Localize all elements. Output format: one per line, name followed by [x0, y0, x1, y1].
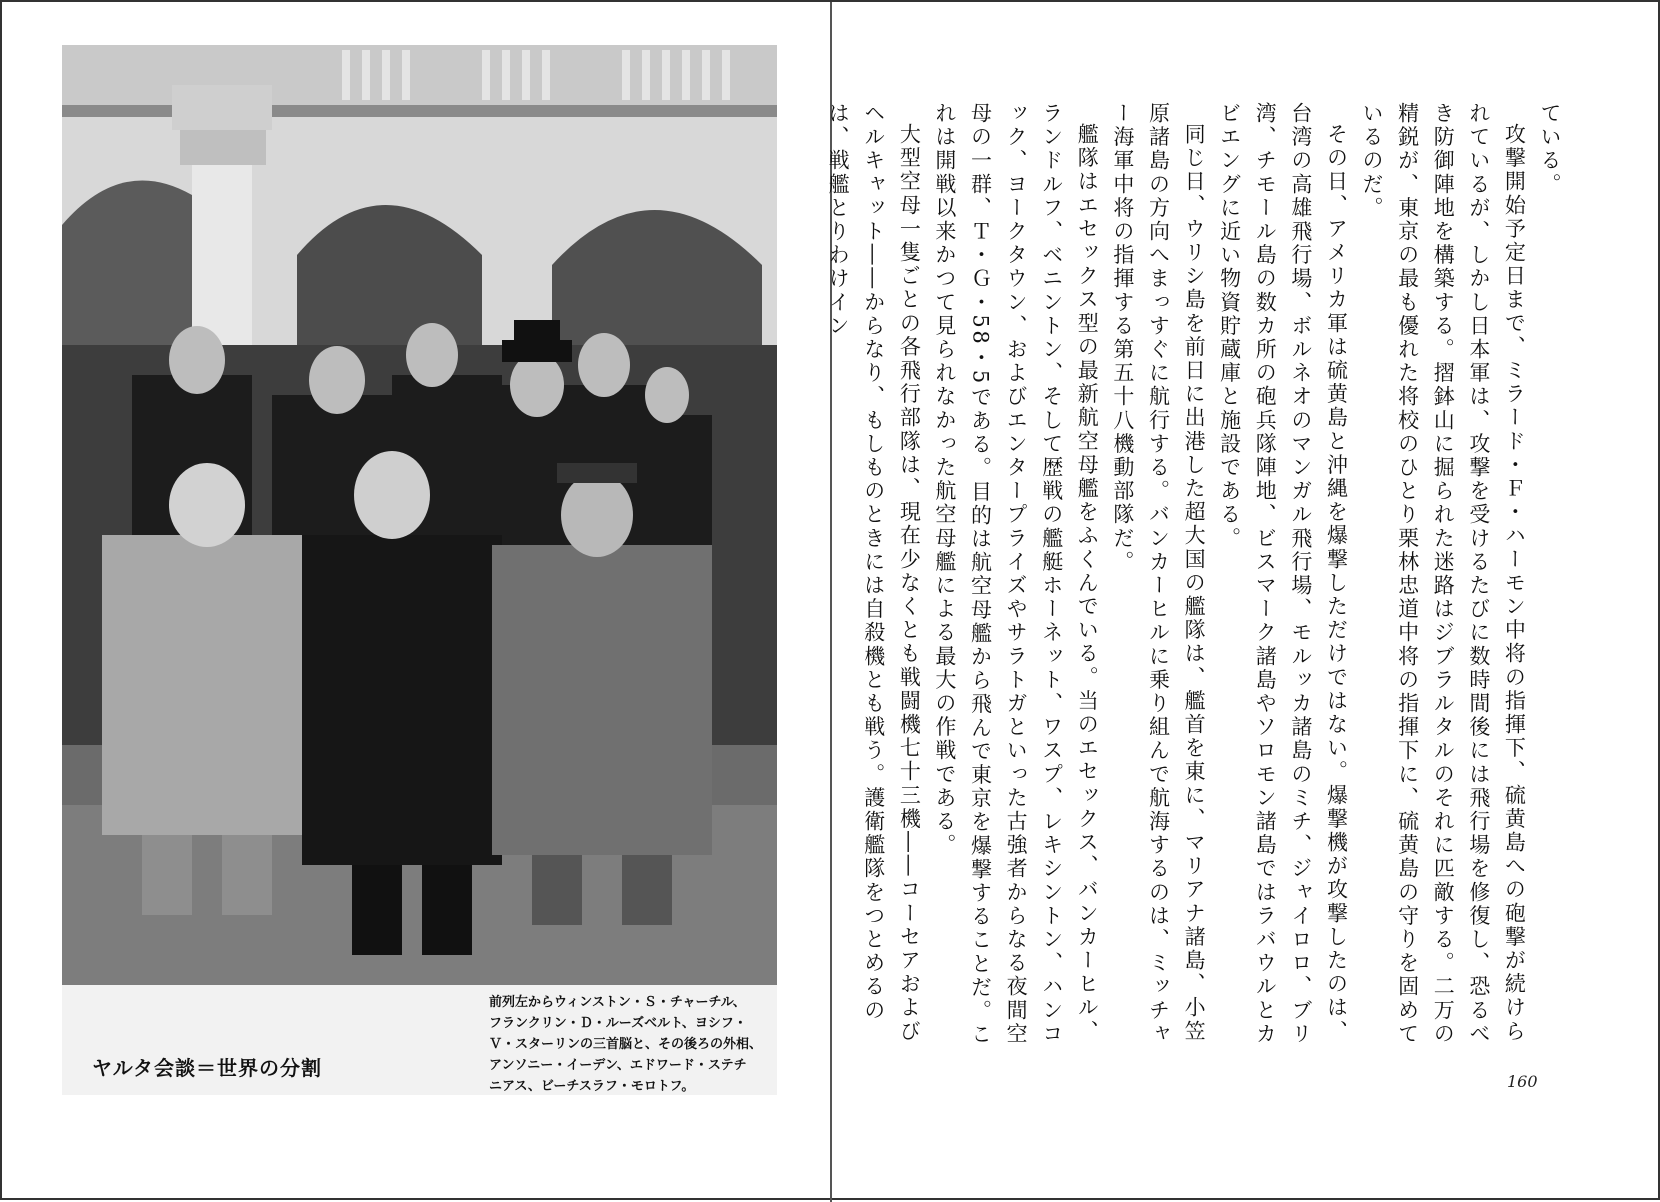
page-number: 160 [1507, 1072, 1538, 1091]
paragraph: 艦隊はエセックス型の最新航空母艦をふくんでいる。当のエセックス、バンカーヒル、ランドルフ、ベニントン、そして歴戦の艦艇ホーネット、ワスプ、レキシントン、ハンコック、ヨークタウン、およびエンタープライズやサラトガといった古強者からなる夜間空母の一群、Ｔ・Ｇ・58・5である。目的は航空母艦から飛んで東京を爆撃することだ。これは開戦以来かつて見られなかった航空母艦による最大の作戦である。 [932, 102, 1100, 1047]
photo-caption [489, 992, 779, 1097]
body-text [826, 102, 1567, 1062]
yalta-photo [62, 45, 777, 985]
paragraph: 大型空母一隻ごとの各飛行部隊は、現在少なくとも戦闘機七十三機――コーセアおよびヘルキャット――からなり、もしものときには自殺機とも戦う。護衛艦隊をつとめるのは、戦艦とりわけイン [826, 102, 922, 1044]
caption-line: ニアス、ビーチスラフ・モロトフ。 [489, 1079, 695, 1094]
caption-line: アンソニー・イーデン、エドワード・ステチ [489, 1058, 747, 1073]
paragraph: 攻撃開始予定日まで、ミラード・Ｆ・ハーモン中将の指揮下、硫黄島への砲撃が続けられているが、しかし日本軍は、攻撃を受けるたびに数時間後には飛行場を修復し、恐るべき防御陣地を構築する。摺鉢山に掘られた迷路はジブラルタルのそれに匹敵する。二万の精鋭が、東京の最も優れた将校のひとり栗林忠道中将の指揮下に、硫黄島の守りを固めているのだ。 [1360, 102, 1527, 1046]
photo-title: ヤルタ会談＝世界の分割 [92, 1056, 322, 1080]
yalta-photo-illustration [62, 45, 777, 985]
paragraph: ている。 [1538, 102, 1562, 197]
caption-line: 前列左からウィンストン・Ｓ・チャーチル、 [489, 995, 746, 1010]
paragraph: 同じ日、ウリシ島を前日に出港した超大国の艦隊は、艦首を東に、マリアナ諸島、小笠原諸島の方向へまっすぐに航行する。バンカーヒルに乗り組んで航海するのは、ミッチャー海軍中将の指揮する第五十八機動部隊だ。 [1110, 102, 1207, 1046]
caption-line: Ｖ・スターリンの三首脳と、その後ろの外相、 [489, 1037, 763, 1052]
caption-line: フランクリン・Ｄ・ルーズベルト、ヨシフ・ [489, 1016, 747, 1031]
paragraph: その日、アメリカ軍は硫黄島と沖縄を爆撃しただけではない。爆撃機が攻撃したのは、台湾の高雄飛行場、ボルネオのマンガル飛行場、モルッカ諸島のミチ、ジャイロロ、ブリ湾、チモール島の数カ所の砲兵隊陣地、ビスマーク諸島やソロモン諸島ではラバウルとカビエングに近い物資貯蔵庫と施設である。 [1217, 102, 1349, 1046]
